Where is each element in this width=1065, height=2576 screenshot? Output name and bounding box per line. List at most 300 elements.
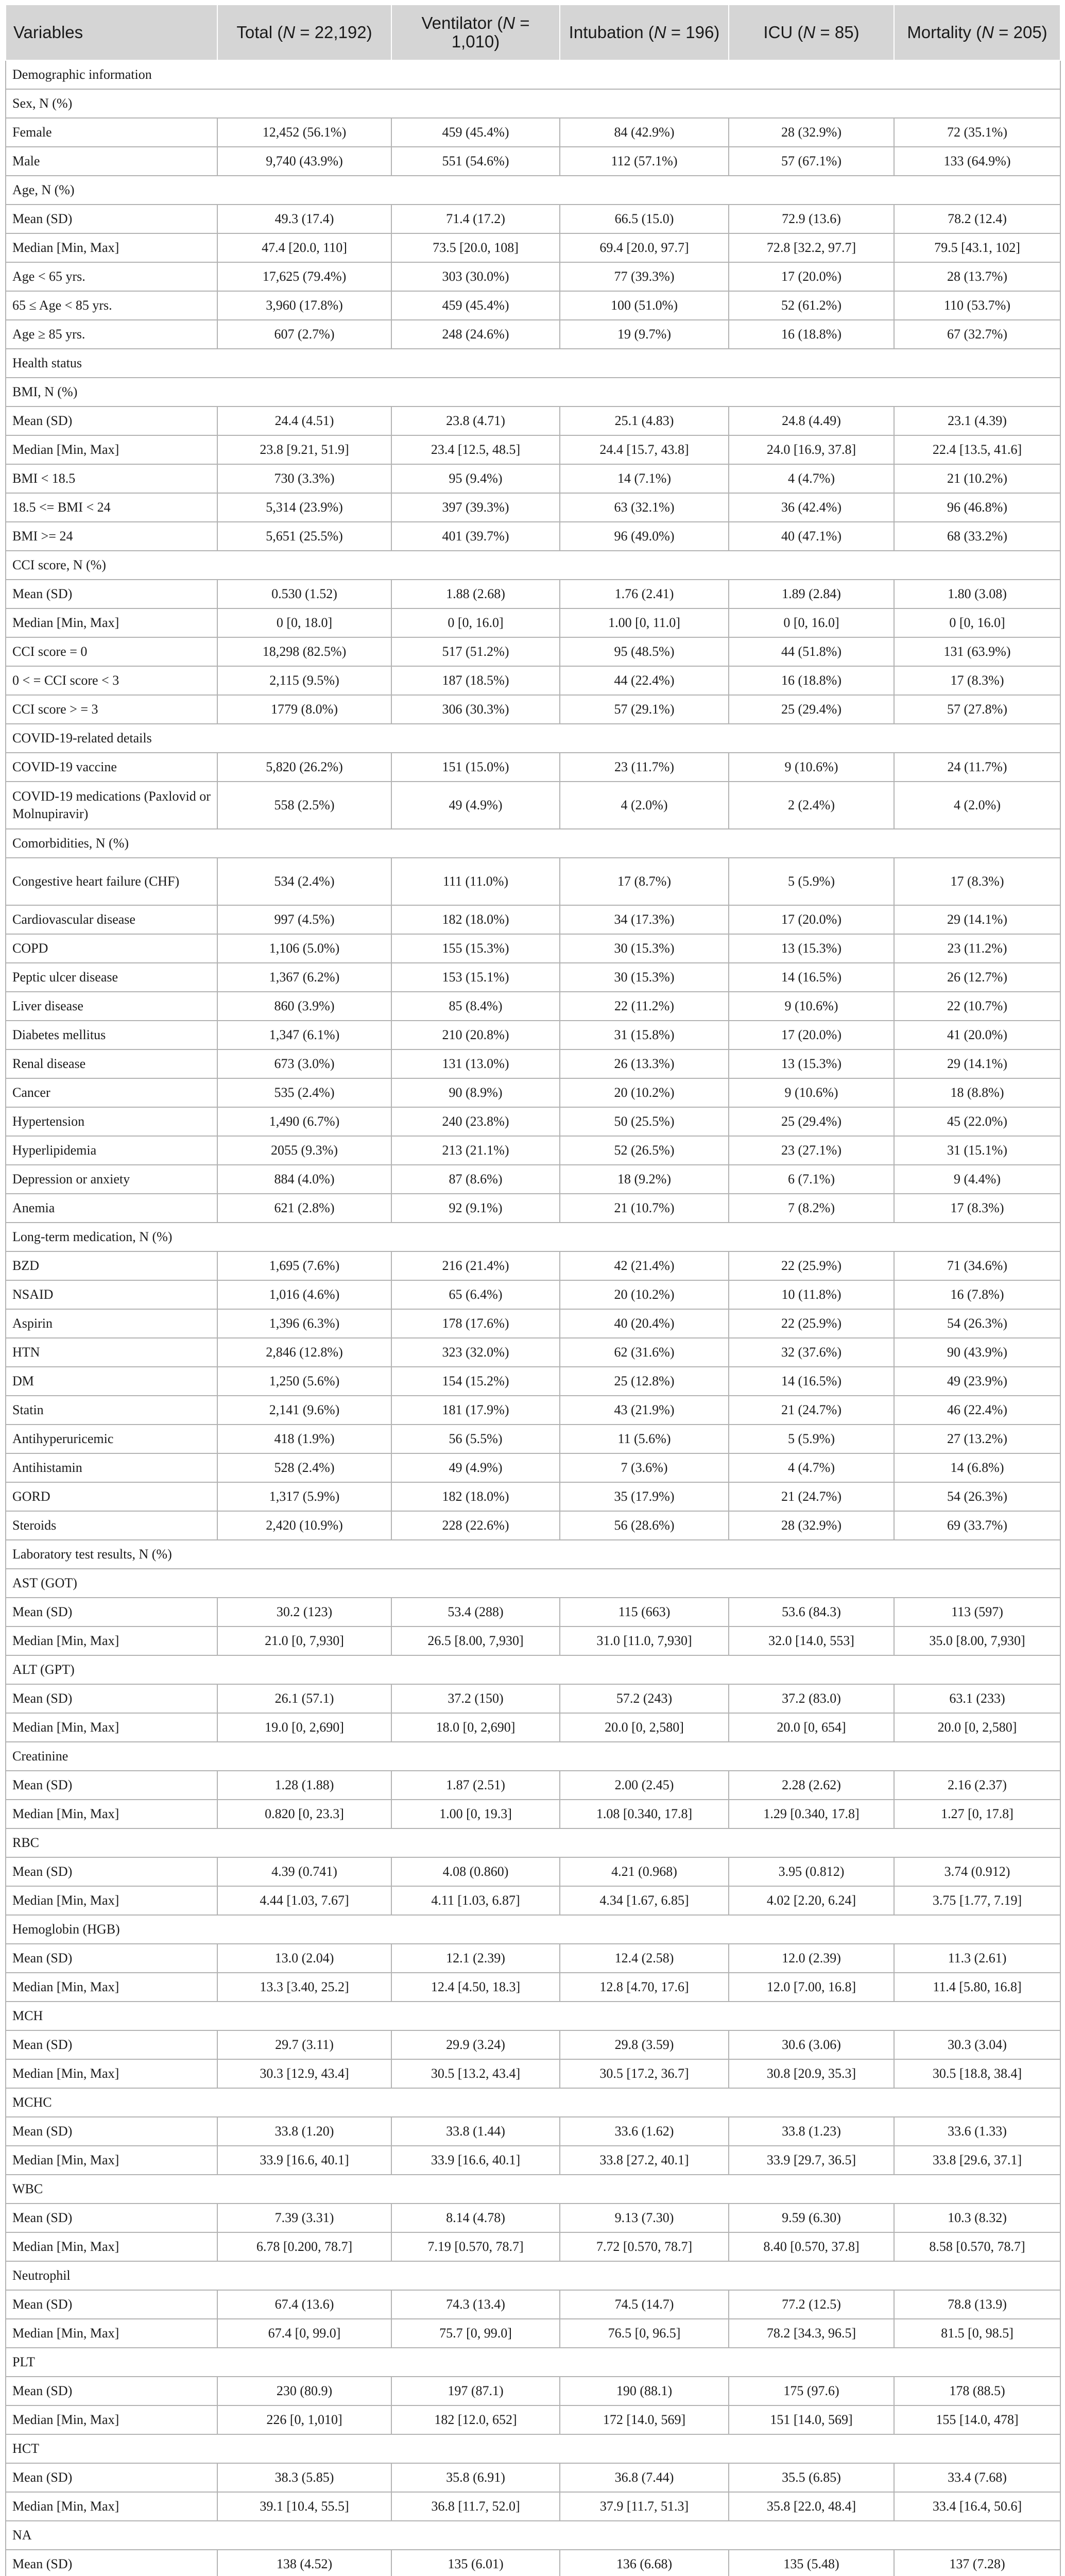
table-cell: 77 (39.3%) bbox=[560, 262, 729, 291]
table-cell: 23.8 (4.71) bbox=[391, 406, 560, 435]
table-cell: 418 (1.9%) bbox=[217, 1425, 391, 1453]
table-cell: 459 (45.4%) bbox=[391, 291, 560, 320]
table-row bbox=[6, 2204, 1060, 2232]
table-cell: 25 (29.4%) bbox=[729, 1107, 894, 1136]
table-row bbox=[6, 1598, 1060, 1626]
table-cell: 240 (23.8%) bbox=[391, 1107, 560, 1136]
table-cell: 197 (87.1) bbox=[391, 2377, 560, 2405]
table-cell: 33.9 [16.6, 40.1] bbox=[391, 2146, 560, 2175]
table-cell: 33.4 (7.68) bbox=[894, 2463, 1060, 2492]
row-label: Median [Min, Max] bbox=[6, 2319, 217, 2348]
table-cell: 6 (7.1%) bbox=[729, 1165, 894, 1194]
characteristics-table bbox=[5, 4, 1061, 2576]
table-cell: 17 (20.0%) bbox=[729, 262, 894, 291]
table-cell: 26 (13.3%) bbox=[560, 1049, 729, 1078]
table-cell: 37.2 (83.0) bbox=[729, 1684, 894, 1713]
table-cell: 30 (15.3%) bbox=[560, 934, 729, 963]
section-row bbox=[6, 60, 1060, 89]
table-cell: 4 (4.7%) bbox=[729, 1453, 894, 1482]
table-cell: 1,695 (7.6%) bbox=[217, 1251, 391, 1280]
table-row bbox=[6, 992, 1060, 1021]
column-header bbox=[391, 5, 560, 60]
table-cell: 11.4 [5.80, 16.8] bbox=[894, 1973, 1060, 2002]
row-label: COPD bbox=[6, 934, 217, 963]
table-cell: 31 (15.1%) bbox=[894, 1136, 1060, 1165]
table-cell: 151 (15.0%) bbox=[391, 753, 560, 782]
table-row bbox=[6, 1049, 1060, 1078]
table-cell: 110 (53.7%) bbox=[894, 291, 1060, 320]
section-label: Long-term medication, N (%) bbox=[6, 1223, 1060, 1251]
section-row bbox=[6, 2002, 1060, 2030]
table-cell: 401 (39.7%) bbox=[391, 522, 560, 551]
row-label: Median [Min, Max] bbox=[6, 1973, 217, 2002]
table-row bbox=[6, 233, 1060, 262]
row-label: Median [Min, Max] bbox=[6, 435, 217, 464]
table-cell: 1.29 [0.340, 17.8] bbox=[729, 1800, 894, 1828]
table-cell: 230 (80.9) bbox=[217, 2377, 391, 2405]
column-header-count: = 205) bbox=[994, 23, 1047, 42]
section-row bbox=[6, 2434, 1060, 2463]
table-cell: 551 (54.6%) bbox=[391, 147, 560, 176]
table-cell: 54 (26.3%) bbox=[894, 1482, 1060, 1511]
row-label: Median [Min, Max] bbox=[6, 1713, 217, 1742]
table-cell: 29 (14.1%) bbox=[894, 1049, 1060, 1078]
table-cell: 44 (22.4%) bbox=[560, 666, 729, 695]
table-cell: 397 (39.3%) bbox=[391, 493, 560, 522]
table-cell: 0 [0, 16.0] bbox=[729, 608, 894, 637]
table-row bbox=[6, 608, 1060, 637]
table-row bbox=[6, 2377, 1060, 2405]
table-cell: 29 (14.1%) bbox=[894, 905, 1060, 934]
table-cell: 111 (11.0%) bbox=[391, 858, 560, 905]
table-cell: 3.75 [1.77, 7.19] bbox=[894, 1886, 1060, 1915]
table-cell: 30.2 (123) bbox=[217, 1598, 391, 1626]
table-cell: 87 (8.6%) bbox=[391, 1165, 560, 1194]
table-cell: 4.34 [1.67, 6.85] bbox=[560, 1886, 729, 1915]
table-cell: 12.0 (2.39) bbox=[729, 1944, 894, 1973]
table-cell: 21.0 [0, 7,930] bbox=[217, 1626, 391, 1655]
table-row bbox=[6, 2232, 1060, 2261]
table-cell: 4.02 [2.20, 6.24] bbox=[729, 1886, 894, 1915]
table-row bbox=[6, 1857, 1060, 1886]
table-cell: 72.8 [32.2, 97.7] bbox=[729, 233, 894, 262]
column-header-label: Ventilator ( bbox=[421, 13, 503, 32]
table-cell: 49 (4.9%) bbox=[391, 1453, 560, 1482]
table-cell: 57.2 (243) bbox=[560, 1684, 729, 1713]
section-label: CCI score, N (%) bbox=[6, 551, 1060, 580]
table-cell: 49 (4.9%) bbox=[391, 782, 560, 829]
table-cell: 1.76 (2.41) bbox=[560, 580, 729, 608]
section-row bbox=[6, 349, 1060, 378]
section-row bbox=[6, 1828, 1060, 1857]
table-cell: 20.0 [0, 2,580] bbox=[894, 1713, 1060, 1742]
table-row bbox=[6, 522, 1060, 551]
table-cell: 1,347 (6.1%) bbox=[217, 1021, 391, 1049]
table-cell: 558 (2.5%) bbox=[217, 782, 391, 829]
table-cell: 2.00 (2.45) bbox=[560, 1771, 729, 1800]
row-label: Hyperlipidemia bbox=[6, 1136, 217, 1165]
column-header-label: Variables bbox=[13, 23, 83, 42]
table-cell: 21 (24.7%) bbox=[729, 1482, 894, 1511]
table-cell: 84 (42.9%) bbox=[560, 118, 729, 147]
table-cell: 14 (16.5%) bbox=[729, 1367, 894, 1396]
row-label: Peptic ulcer disease bbox=[6, 963, 217, 992]
table-cell: 459 (45.4%) bbox=[391, 118, 560, 147]
table-row bbox=[6, 435, 1060, 464]
table-cell: 34 (17.3%) bbox=[560, 905, 729, 934]
section-label: Sex, N (%) bbox=[6, 89, 1060, 118]
table-cell: 33.8 (1.23) bbox=[729, 2117, 894, 2146]
table-cell: 115 (663) bbox=[560, 1598, 729, 1626]
table-cell: 25.1 (4.83) bbox=[560, 406, 729, 435]
table-row bbox=[6, 753, 1060, 782]
table-cell: 45 (22.0%) bbox=[894, 1107, 1060, 1136]
table-cell: 33.8 [29.6, 37.1] bbox=[894, 2146, 1060, 2175]
section-label: Creatinine bbox=[6, 1742, 1060, 1771]
table-cell: 4 (4.7%) bbox=[729, 464, 894, 493]
table-cell: 39.1 [10.4, 55.5] bbox=[217, 2492, 391, 2521]
table-cell: 24.4 [15.7, 43.8] bbox=[560, 435, 729, 464]
row-label: Mean (SD) bbox=[6, 2377, 217, 2405]
table-cell: 210 (20.8%) bbox=[391, 1021, 560, 1049]
table-cell: 178 (17.6%) bbox=[391, 1309, 560, 1338]
table-cell: 11 (5.6%) bbox=[560, 1425, 729, 1453]
table-cell: 4.11 [1.03, 6.87] bbox=[391, 1886, 560, 1915]
row-label: Male bbox=[6, 147, 217, 176]
table-cell: 28 (32.9%) bbox=[729, 1511, 894, 1540]
section-row bbox=[6, 724, 1060, 753]
table-cell: 21 (24.7%) bbox=[729, 1396, 894, 1425]
table-cell: 4.08 (0.860) bbox=[391, 1857, 560, 1886]
table-cell: 16 (7.8%) bbox=[894, 1280, 1060, 1309]
table-cell: 3.95 (0.812) bbox=[729, 1857, 894, 1886]
table-cell: 78.2 (12.4) bbox=[894, 205, 1060, 233]
table-cell: 2,846 (12.8%) bbox=[217, 1338, 391, 1367]
table-cell: 17 (20.0%) bbox=[729, 905, 894, 934]
table-row bbox=[6, 963, 1060, 992]
table-cell: 26 (12.7%) bbox=[894, 963, 1060, 992]
table-cell: 13 (15.3%) bbox=[729, 934, 894, 963]
table-cell: 30.5 [18.8, 38.4] bbox=[894, 2059, 1060, 2088]
table-cell: 30.5 [13.2, 43.4] bbox=[391, 2059, 560, 2088]
table-row bbox=[6, 320, 1060, 349]
table-cell: 26.5 [8.00, 7,930] bbox=[391, 1626, 560, 1655]
row-label: Mean (SD) bbox=[6, 2030, 217, 2059]
table-cell: 77.2 (12.5) bbox=[729, 2290, 894, 2319]
section-row bbox=[6, 2088, 1060, 2117]
table-cell: 30.6 (3.06) bbox=[729, 2030, 894, 2059]
row-label: 0 < = CCI score < 3 bbox=[6, 666, 217, 695]
table-cell: 71.4 (17.2) bbox=[391, 205, 560, 233]
row-label: 65 ≤ Age < 85 yrs. bbox=[6, 291, 217, 320]
section-row bbox=[6, 2348, 1060, 2377]
table-row bbox=[6, 2492, 1060, 2521]
table-cell: 52 (61.2%) bbox=[729, 291, 894, 320]
column-header-count: = 85) bbox=[815, 23, 860, 42]
table-row bbox=[6, 1771, 1060, 1800]
table-row bbox=[6, 1251, 1060, 1280]
row-label: Cancer bbox=[6, 1078, 217, 1107]
table-cell: 4 (2.0%) bbox=[894, 782, 1060, 829]
table-row bbox=[6, 464, 1060, 493]
table-cell: 35.0 [8.00, 7,930] bbox=[894, 1626, 1060, 1655]
table-cell: 673 (3.0%) bbox=[217, 1049, 391, 1078]
section-row bbox=[6, 1742, 1060, 1771]
column-header-label: Total ( bbox=[236, 23, 283, 42]
table-cell: 154 (15.2%) bbox=[391, 1367, 560, 1396]
table-cell: 182 (18.0%) bbox=[391, 1482, 560, 1511]
table-cell: 54 (26.3%) bbox=[894, 1309, 1060, 1338]
row-label: BZD bbox=[6, 1251, 217, 1280]
column-header-count: = 196) bbox=[666, 23, 720, 42]
table-cell: 14 (16.5%) bbox=[729, 963, 894, 992]
section-label: BMI, N (%) bbox=[6, 378, 1060, 406]
table-cell: 74.5 (14.7) bbox=[560, 2290, 729, 2319]
table-cell: 72.9 (13.6) bbox=[729, 205, 894, 233]
table-row bbox=[6, 406, 1060, 435]
table-row bbox=[6, 1684, 1060, 1713]
table-cell: 40 (20.4%) bbox=[560, 1309, 729, 1338]
table-cell: 90 (8.9%) bbox=[391, 1078, 560, 1107]
section-label: Demographic information bbox=[6, 60, 1060, 89]
table-cell: 306 (30.3%) bbox=[391, 695, 560, 724]
row-label: Aspirin bbox=[6, 1309, 217, 1338]
row-label: Mean (SD) bbox=[6, 2550, 217, 2576]
table-cell: 32 (37.6%) bbox=[729, 1338, 894, 1367]
table-cell: 56 (28.6%) bbox=[560, 1511, 729, 1540]
column-header bbox=[217, 5, 391, 60]
table-cell: 13.0 (2.04) bbox=[217, 1944, 391, 1973]
table-cell: 1,016 (4.6%) bbox=[217, 1280, 391, 1309]
table-cell: 5 (5.9%) bbox=[729, 858, 894, 905]
table-cell: 78.8 (13.9) bbox=[894, 2290, 1060, 2319]
column-header-label: Mortality ( bbox=[907, 23, 982, 42]
table-cell: 50 (25.5%) bbox=[560, 1107, 729, 1136]
table-row bbox=[6, 2059, 1060, 2088]
table-row bbox=[6, 1107, 1060, 1136]
table-cell: 17 (20.0%) bbox=[729, 1021, 894, 1049]
table-cell: 182 (18.0%) bbox=[391, 905, 560, 934]
table-header bbox=[6, 5, 1060, 60]
table-cell: 42 (21.4%) bbox=[560, 1251, 729, 1280]
table-cell: 137 (7.28) bbox=[894, 2550, 1060, 2576]
section-label: MCH bbox=[6, 2002, 1060, 2030]
row-label: Antihistamin bbox=[6, 1453, 217, 1482]
table-row bbox=[6, 695, 1060, 724]
row-label: Median [Min, Max] bbox=[6, 2232, 217, 2261]
table-cell: 884 (4.0%) bbox=[217, 1165, 391, 1194]
row-label: Steroids bbox=[6, 1511, 217, 1540]
table-cell: 0.820 [0, 23.3] bbox=[217, 1800, 391, 1828]
table-cell: 21 (10.2%) bbox=[894, 464, 1060, 493]
table-row bbox=[6, 2030, 1060, 2059]
table-cell: 4.39 (0.741) bbox=[217, 1857, 391, 1886]
table-row bbox=[6, 1626, 1060, 1655]
table-cell: 30 (15.3%) bbox=[560, 963, 729, 992]
table-cell: 8.40 [0.570, 37.8] bbox=[729, 2232, 894, 2261]
table-cell: 1,396 (6.3%) bbox=[217, 1309, 391, 1338]
table-cell: 528 (2.4%) bbox=[217, 1453, 391, 1482]
row-label: Median [Min, Max] bbox=[6, 1800, 217, 1828]
table-cell: 5 (5.9%) bbox=[729, 1425, 894, 1453]
row-label: Age ≥ 85 yrs. bbox=[6, 320, 217, 349]
table-cell: 113 (597) bbox=[894, 1598, 1060, 1626]
table-cell: 26.1 (57.1) bbox=[217, 1684, 391, 1713]
section-label: Laboratory test results, N (%) bbox=[6, 1540, 1060, 1569]
table-row bbox=[6, 1280, 1060, 1309]
table-cell: 17 (8.7%) bbox=[560, 858, 729, 905]
table-row bbox=[6, 2146, 1060, 2175]
table-cell: 303 (30.0%) bbox=[391, 262, 560, 291]
table-cell: 20.0 [0, 654] bbox=[729, 1713, 894, 1742]
table-cell: 534 (2.4%) bbox=[217, 858, 391, 905]
table-cell: 22 (25.9%) bbox=[729, 1251, 894, 1280]
table-cell: 6.78 [0.200, 78.7] bbox=[217, 2232, 391, 2261]
table-cell: 213 (21.1%) bbox=[391, 1136, 560, 1165]
section-label: COVID-19-related details bbox=[6, 724, 1060, 753]
section-row bbox=[6, 2521, 1060, 2550]
column-header-label: Intubation ( bbox=[569, 23, 654, 42]
column-header bbox=[894, 5, 1060, 60]
row-label: Cardiovascular disease bbox=[6, 905, 217, 934]
section-row bbox=[6, 176, 1060, 205]
table-cell: 35.8 (6.91) bbox=[391, 2463, 560, 2492]
table-cell: 37.9 [11.7, 51.3] bbox=[560, 2492, 729, 2521]
table-cell: 3.74 (0.912) bbox=[894, 1857, 1060, 1886]
table-cell: 35.5 (6.85) bbox=[729, 2463, 894, 2492]
header-row bbox=[6, 5, 1060, 60]
table-cell: 96 (46.8%) bbox=[894, 493, 1060, 522]
table-cell: 16 (18.8%) bbox=[729, 666, 894, 695]
table-cell: 9.59 (6.30) bbox=[729, 2204, 894, 2232]
table-cell: 27 (13.2%) bbox=[894, 1425, 1060, 1453]
table-cell: 17 (8.3%) bbox=[894, 1194, 1060, 1223]
table-cell: 1,106 (5.0%) bbox=[217, 934, 391, 963]
table-cell: 997 (4.5%) bbox=[217, 905, 391, 934]
table-cell: 62 (31.6%) bbox=[560, 1338, 729, 1367]
table-cell: 7.39 (3.31) bbox=[217, 2204, 391, 2232]
table-cell: 73.5 [20.0, 108] bbox=[391, 233, 560, 262]
table-cell: 57 (27.8%) bbox=[894, 695, 1060, 724]
section-label: NA bbox=[6, 2521, 1060, 2550]
section-label: HCT bbox=[6, 2434, 1060, 2463]
table-cell: 1.00 [0, 19.3] bbox=[391, 1800, 560, 1828]
table-cell: 75.7 [0, 99.0] bbox=[391, 2319, 560, 2348]
table-cell: 11.3 (2.61) bbox=[894, 1944, 1060, 1973]
section-row bbox=[6, 829, 1060, 858]
row-label: Mean (SD) bbox=[6, 406, 217, 435]
table-cell: 30.3 [12.9, 43.4] bbox=[217, 2059, 391, 2088]
table-cell: 10.3 (8.32) bbox=[894, 2204, 1060, 2232]
table-row bbox=[6, 637, 1060, 666]
table-cell: 131 (13.0%) bbox=[391, 1049, 560, 1078]
table-cell: 57 (29.1%) bbox=[560, 695, 729, 724]
table-cell: 56 (5.5%) bbox=[391, 1425, 560, 1453]
column-header-n-symbol: N bbox=[982, 23, 994, 42]
section-row bbox=[6, 378, 1060, 406]
row-label: HTN bbox=[6, 1338, 217, 1367]
table-cell: 23.4 [12.5, 48.5] bbox=[391, 435, 560, 464]
section-row bbox=[6, 2175, 1060, 2204]
column-header-n-symbol: N bbox=[283, 23, 296, 42]
table-cell: 7 (3.6%) bbox=[560, 1453, 729, 1482]
table-cell: 135 (6.01) bbox=[391, 2550, 560, 2576]
table-cell: 20 (10.2%) bbox=[560, 1078, 729, 1107]
table-cell: 92 (9.1%) bbox=[391, 1194, 560, 1223]
table-cell: 9 (4.4%) bbox=[894, 1165, 1060, 1194]
table-cell: 0 [0, 16.0] bbox=[391, 608, 560, 637]
table-cell: 81.5 [0, 98.5] bbox=[894, 2319, 1060, 2348]
row-label: Median [Min, Max] bbox=[6, 608, 217, 637]
table-cell: 2.16 (2.37) bbox=[894, 1771, 1060, 1800]
table-cell: 79.5 [43.1, 102] bbox=[894, 233, 1060, 262]
table-cell: 2.28 (2.62) bbox=[729, 1771, 894, 1800]
table-row bbox=[6, 1944, 1060, 1973]
table-cell: 155 (15.3%) bbox=[391, 934, 560, 963]
table-cell: 24.0 [16.9, 37.8] bbox=[729, 435, 894, 464]
table-cell: 730 (3.3%) bbox=[217, 464, 391, 493]
table-cell: 29.9 (3.24) bbox=[391, 2030, 560, 2059]
section-row bbox=[6, 2261, 1060, 2290]
table-cell: 53.4 (288) bbox=[391, 1598, 560, 1626]
table-cell: 30.5 [17.2, 36.7] bbox=[560, 2059, 729, 2088]
table-cell: 100 (51.0%) bbox=[560, 291, 729, 320]
table-cell: 24 (11.7%) bbox=[894, 753, 1060, 782]
column-header-n-symbol: N bbox=[803, 23, 816, 42]
table-cell: 535 (2.4%) bbox=[217, 1078, 391, 1107]
section-label: Comorbidities, N (%) bbox=[6, 829, 1060, 858]
table-cell: 226 [0, 1,010] bbox=[217, 2405, 391, 2434]
table-cell: 23.8 [9.21, 51.9] bbox=[217, 435, 391, 464]
row-label: Mean (SD) bbox=[6, 205, 217, 233]
table-cell: 63 (32.1%) bbox=[560, 493, 729, 522]
table-cell: 69.4 [20.0, 97.7] bbox=[560, 233, 729, 262]
table-cell: 135 (5.48) bbox=[729, 2550, 894, 2576]
table-cell: 28 (32.9%) bbox=[729, 118, 894, 147]
table-row bbox=[6, 118, 1060, 147]
section-row bbox=[6, 1540, 1060, 1569]
row-label: Renal disease bbox=[6, 1049, 217, 1078]
table-cell: 36 (42.4%) bbox=[729, 493, 894, 522]
table-cell: 66.5 (15.0) bbox=[560, 205, 729, 233]
table-cell: 33.8 (1.44) bbox=[391, 2117, 560, 2146]
table-cell: 65 (6.4%) bbox=[391, 1280, 560, 1309]
table-row bbox=[6, 2463, 1060, 2492]
table-cell: 10 (11.8%) bbox=[729, 1280, 894, 1309]
table-row bbox=[6, 2550, 1060, 2576]
table-cell: 32.0 [14.0, 553] bbox=[729, 1626, 894, 1655]
row-label: DM bbox=[6, 1367, 217, 1396]
row-label: BMI < 18.5 bbox=[6, 464, 217, 493]
table-cell: 9 (10.6%) bbox=[729, 753, 894, 782]
table-cell: 17,625 (79.4%) bbox=[217, 262, 391, 291]
table-cell: 1,250 (5.6%) bbox=[217, 1367, 391, 1396]
row-label: Anemia bbox=[6, 1194, 217, 1223]
table-cell: 517 (51.2%) bbox=[391, 637, 560, 666]
table-cell: 33.9 [29.7, 36.5] bbox=[729, 2146, 894, 2175]
row-label: Hypertension bbox=[6, 1107, 217, 1136]
row-label: Depression or anxiety bbox=[6, 1165, 217, 1194]
table-row bbox=[6, 1338, 1060, 1367]
table-cell: 41 (20.0%) bbox=[894, 1021, 1060, 1049]
table-cell: 2,141 (9.6%) bbox=[217, 1396, 391, 1425]
table-row bbox=[6, 2117, 1060, 2146]
row-label: Median [Min, Max] bbox=[6, 2059, 217, 2088]
column-header-count: = 1,010) bbox=[451, 13, 530, 51]
table-cell: 1,317 (5.9%) bbox=[217, 1482, 391, 1511]
table-cell: 1.89 (2.84) bbox=[729, 580, 894, 608]
table-cell: 40 (47.1%) bbox=[729, 522, 894, 551]
